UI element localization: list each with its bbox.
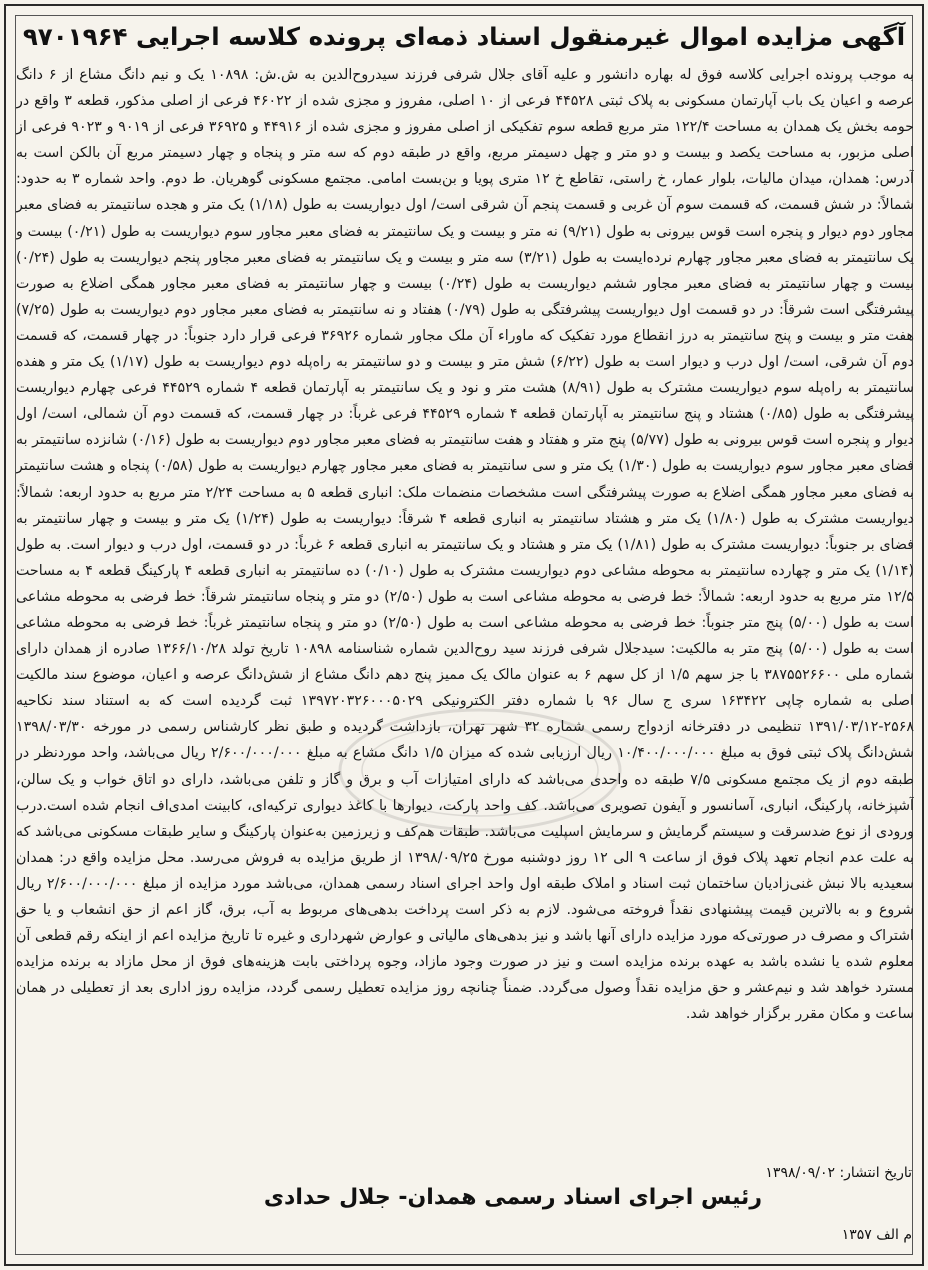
- official-signature: رئیس اجرای اسناد رسمی همدان- جلال حدادی: [263, 1185, 762, 1210]
- publish-date: تاریخ انتشار: ۱۳۹۸/۰۹/۰۲: [765, 1165, 912, 1181]
- notice-code: م الف ۱۳۵۷: [841, 1227, 912, 1243]
- notice-title: آگهی مزایده اموال غیرمنقول اسناد ذمه‌ای پرونده کلاسه اجرایی ۹۷۰۱۹۶۴: [22, 22, 906, 51]
- notice-footer: [18, 1158, 912, 1258]
- notice-body: به موجب پرونده اجرایی کلاسه فوق له بهاره دانشور و علیه آقای جلال شرفی فرزند سیدروح‌الدین به ش.ش: ۱۰۸۹۸ یک و نیم دانگ مشاع از ۶ دانگ عرصه و اعیان یک باب آپارتمان مسکونی به پلاک ثبتی ۴۴۵۲۸ فرعی از ۱۰ اصلی، مفروز و مجزی شده از ۴۶۰۲۲ فرعی از اصلی مذکور، قطعه ۳ واقع در حومه بخش یک همدان به مساحت ۱۲۲/۴ متر مربع قطعه سوم تفکیکی از اصلی مفروز و مجزی شده از ۴۴۹۱۶ و ۳۶۹۲۵ فرعی از ۹۰۱۹ و ۹۰۲۳ فرعی از اصلی مزبور، به مساحت یکصد و بیست و دو متر و چهل دسیمتر مربع، واقع در طبقه دوم که سه متر و پنجاه و چهار دسیمتر مربع آن بالکن است به آدرس: همدان، میدان مالیات، بلوار عمار، خ راستی، تقاطع خ ۱۲ متری پویا و بن‌بست امامی. مجتمع مسکونی گوهریان. ط دوم. واحد شماره ۳ به حدود: شمالاً: در شش قسمت، که قسمت سوم آن غربی و قسمت پنجم آن شرقی است/ اول دیواریست به طول (۱/۱۸) یک متر و هجده سانتیمتر به فضای معبر مجاور دوم دیوار و پنجره است قوس بیرونی به طول (۹/۲۱) نه متر و بیست و یک سانتیمتر به فضای معبر مجاور سوم دیواریست به طول (۰/۲۱) بیست و یک سانتیمتر به فضای معبر مجاور چهارم نرده‌ایست به طول (۳/۲۱) سه متر و بیست و یک سانتیمتر به فضای معبر مجاور پنجم دیواریست به طول (۰/۲۴) بیست و چهار سانتیمتر به فضای معبر مجاور ششم دیواریست به طول (۰/۲۴) بیست و چهار سانتیمتر به فضای معبر مجاور همگی اضلاع به صورت پیشرفتگی است شرقاً: در دو قسمت اول دیواریست پیشرفتگی به طول (۰/۷۹) هفتاد و نه سانتیمتر به فضای معبر مجاور دوم دیواریست به طول (۷/۲۵) هفت متر و بیست و پنج سانتیمتر به درز انقطاع مورد تفکیک که ماوراء آن ملک مجاور شماره ۳۶۹۲۶ فرعی قرار دارد جنوباً: در چهار قسمت، که قسمت دوم آن شرقی، است/ اول درب و دیوار است به طول (۶/۲۲) شش متر و بیست و دو سانتیمتر به راه‌پله دوم دیواریست به طول (۱/۱۷) یک متر و هفده سانتیمتر به راه‌پله سوم دیواریست مشترک به طول (۸/۹۱) هشت متر و نود و یک سانتیمتر به آپارتمان قطعه ۴ شماره ۴۴۵۲۹ فرعی چهارم دیواریست پیشرفتگی به طول (۰/۸۵) هشتاد و پنج سانتیمتر به آپارتمان قطعه ۴ شماره ۴۴۵۲۹ فرعی غرباً: در چهار قسمت، که قسمت دوم آن شمالی، است/ اول دیوار و پنجره است قوس بیرونی به طول (۵/۷۷) پنج متر و هفتاد و هفت سانتیمتر به فضای معبر مجاور دوم دیواریست به طول (۰/۱۶) شانزده سانتیمتر به فضای معبر مجاور سوم دیواریست به طول (۱/۳۰) یک متر و سی سانتیمتر به فضای معبر مجاور چهارم دیواریست به طول (۰/۵۸) پنجاه و هشت سانتیمتر به فضای معبر مجاور همگی اضلاع به صورت پیشرفتگی است مشخصات منضمات ملک: انباری قطعه ۵ به مساحت ۲/۲۴ متر مربع به حدود اربعه: شمالاً: دیواریست مشترک به طول (۱/۸۰) یک متر و هشتاد سانتیمتر به انباری قطعه ۴ شرقاً: دیواریست به طول (۱/۲۴) یک متر و بیست و چهار سانتیمتر به فضای بر جنوباً: دیواریست مشترک به طول (۱/۸۱) یک متر و هشتاد و یک سانتیمتر به انباری قطعه ۶ غرباً: در دو قسمت، اول درب و دیوار است. به طول (۱/۱۴) یک متر و چهارده سانتیمتر به محوطه مشاعی دوم دیواریست مشترک به طول (۰/۱۰) ده سانتیمتر به انباری قطعه ۴ پارکینگ قطعه ۴ به مساحت ۱۲/۵ متر مربع به حدود اربعه: شمالاً: خط فرضی به محوطه مشاعی است به طول (۲/۵۰) دو متر و پنجاه سانتیمتر شرقاً: خط فرضی به محوطه مشاعی است به طول (۵/۰۰) پنج متر جنوباً: خط فرضی به محوطه مشاعی است به طول (۲/۵۰) دو متر و پنجاه سانتیمتر غرباً: خط فرضی به محوطه مشاعی است به طول (۵/۰۰) پنج متر به مالکیت: سیدجلال شرفی فرزند سید روح‌الدین شماره شناسنامه ۱۰۸۹۸ تاریخ تولد ۱۳۶۶/۱۰/۲۸ صادره از همدان دارای شماره ملی ۳۸۷۵۵۲۶۶۰۰ با جز سهم ۱/۵ از کل سهم ۶ به عنوان مالک یک ممیز پنج دهم دانگ مشاع از شش‌دانگ عرصه و اعیان، موضوع سند مالکیت اصلی به شماره چاپی ۱۶۳۴۲۲ سری ج سال ۹۶ با شماره دفتر الکترونیکی ۱۳۹۷۲۰۳۲۶۰۰۰۵۰۲۹ ثبت گردیده است که به استناد سند نکاحیه ۲۵۶۸-۱۳۹۱/۰۳/۱۲ تنظیمی در دفترخانه ازدواج رسمی شماره ۳۲ شهر تهران، بازداشت گردیده و طبق نظر کارشناس رسمی در مورخه ۱۳۹۸/۰۳/۳۰ شش‌دانگ پلاک ثبتی فوق به مبلغ ۱۰/۴۰۰/۰۰۰/۰۰۰ ریال ارزیابی شده که میزان ۱/۵ دانگ مشاع به مبلغ ۲/۶۰۰/۰۰۰/۰۰۰ ریال می‌باشد، واحد موردنظر در طبقه دوم از یک مجتمع مسکونی ۷/۵ طبقه ده واحدی می‌باشد که دارای امتیازات آب و برق و گاز و تلفن می‌باشد، دارای دو اتاق خواب و یک سالن، آشپزخانه، پارکینگ، انباری، آسانسور و آیفون تصویری می‌باشد. کف واحد پارکت، دیوارها با کاغذ دیواری ترکیه‌ای، کابینت امدی‌اف انجام شده است.درب ورودی از نوع ضدسرقت و سیستم گرمایش و سرمایش اسپلیت می‌باشد. طبقات هم‌کف و زیرزمین به‌عنوان پارکینگ و سایر طبقات مسکونی می‌باشد که به علت عدم انجام تعهد پلاک فوق از ساعت ۹ الی ۱۲ روز دوشنبه مورخ ۱۳۹۸/۰۹/۲۵ از طریق مزایده به فروش می‌رسد. محل مزایده واقع در: همدان سعیدیه بالا نبش غنی‌زادیان ساختمان ثبت اسناد و املاک طبقه اول واحد اجرای اسناد رسمی همدان، می‌باشد مورد مزایده از مبلغ ۲/۶۰۰/۰۰۰/۰۰۰ ریال شروع و به بالاترین قیمت پیشنهادی نقداً فروخته می‌شود. لازم به ذکر است پرداخت بدهی‌های مربوط به آب، برق، گاز اعم از حق انشعاب و یا حق اشتراک و مصرف در صورتی‌که مورد مزایده دارای آنها باشد و نیز بدهی‌های مالیاتی و عوارض شهرداری و غیره تا تاریخ مزایده اعم از اینکه رقم قطعی آن معلوم شده یا نشده باشد به عهده برنده مزایده است و نیز در صورت وجود مازاد، وجوه پرداختی بابت هزینه‌های فوق از محل مازاد به برنده مزایده مسترد خواهد شد و نیم‌عشر و حق مزایده نقداً وصول می‌گردد. ضمناً چنانچه روز مزایده تعطیل رسمی گردد، مزایده روز اداری بعد از تعطیلی در همان ساعت و مکان مقرر برگزار خواهد شد.: [16, 67, 914, 1023]
